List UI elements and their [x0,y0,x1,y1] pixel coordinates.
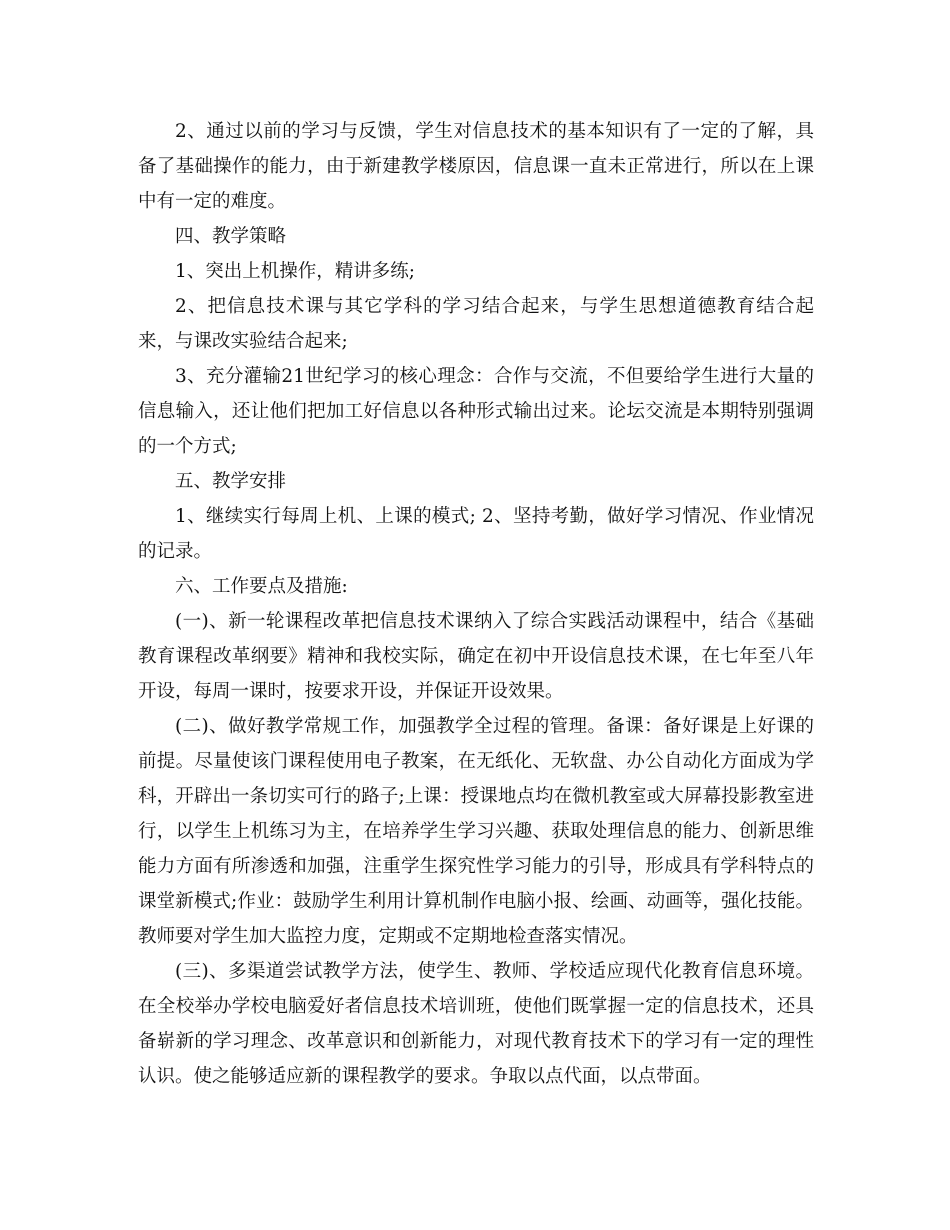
paragraph-strategy-1: 1、突出上机操作，精讲多练; [175,261,416,282]
paragraph-arrangement: 1、继续实行每周上机、上课的模式; 2、坚持考勤，做好学习情况、作业情况的记录。 [138,506,814,562]
paragraph-strategy-2: 2、把信息技术课与其它学科的学习结合起来，与学生思想道德教育结合起来，与课改实验结合起来; [138,296,814,352]
heading-teaching-arrangement: 五、教学安排 [175,471,287,492]
paragraph-point-1: (一)、新一轮课程改革把信息技术课纳入了综合实践活动课程中，结合《基础教育课程改革纲要》精神和我校实际，确定在初中开设信息技术课，在七年至八年开设，每周一课时，按要求开设，并保证开设效果。 [138,611,814,702]
paragraph-point-3: (三)、多渠道尝试教学方法，使学生、教师、学校适应现代化教育信息环境。在全校举办学校电脑爱好者信息技术培训班，使他们既掌握一定的信息技术，还具备崭新的学习理念、改革意识和创新能力，对现代教育技术下的学习有一定的理性认识。使之能够适应新的课程教学的要求。争取以点代面，以点带面。 [138,961,814,1087]
document-body [138,114,814,1094]
heading-work-points: 六、工作要点及措施: [175,576,348,597]
paragraph-student-basis: 2、通过以前的学习与反馈，学生对信息技术的基本知识有了一定的了解，具备了基础操作的能力，由于新建教学楼原因，信息课一直未正常进行，所以在上课中有一定的难度。 [138,121,814,212]
paragraph-strategy-3: 3、充分灌输21世纪学习的核心理念：合作与交流，不但要给学生进行大量的信息输入，还让他们把加工好信息以各种形式输出过来。论坛交流是本期特别强调的一个方式; [138,366,814,457]
heading-teaching-strategy: 四、教学策略 [175,226,287,247]
paragraph-point-2: (二)、做好教学常规工作，加强教学全过程的管理。备课：备好课是上好课的前提。尽量使该门课程使用电子教案，在无纸化、无软盘、办公自动化方面成为学科，开辟出一条切实可行的路子;上课：授课地点均在微机教室或大屏幕投影教室进行，以学生上机练习为主，在培养学生学习兴趣、获取处理信息的能力、创新思维能力方面有所渗透和加强，注重学生探究性学习能力的引导，形成具有学科特点的课堂新模式;作业：鼓励学生利用计算机制作电脑小报、绘画、动画等，强化技能。教师要对学生加大监控力度，定期或不定期地检查落实情况。 [138,716,814,947]
